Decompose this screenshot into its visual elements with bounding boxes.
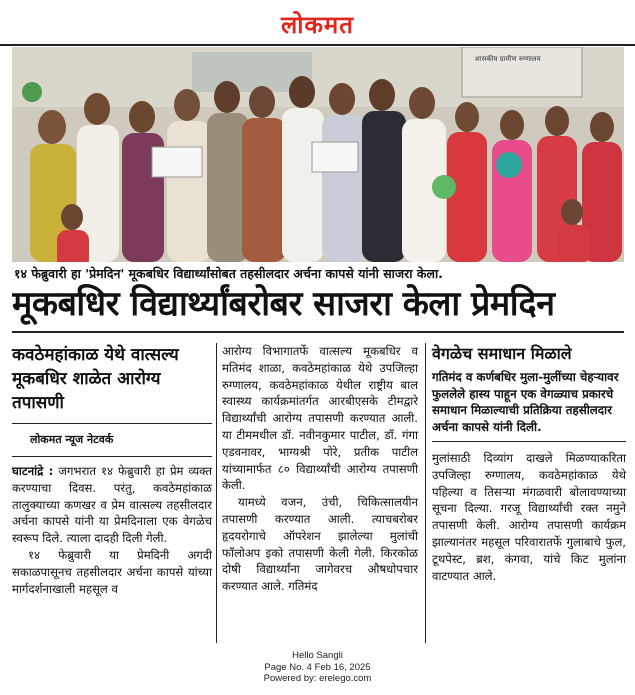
page-footer [0, 650, 635, 685]
photo-caption: १४ फेब्रुवारी हा 'प्रेमदिन' मूकबधिर विद्यार्थ्यांसोबत तहसीलदार अर्चना कापसे यांनी साजरा केला. [14, 266, 443, 281]
byline: लोकमत न्यूज नेटवर्क [30, 433, 114, 446]
column3-intro: गतिमंद व कर्णबधिर मुला-मुलींच्या चेहऱ्यावर फुललेले हास्य पाहून एक वेगळ्याच प्रकारचे समाधान मिळाल्याची प्रतिक्रिया तहसीलदार अर्चना कापसे यांनी दिली. [432, 370, 619, 434]
column1-subhead: कवठेमहांकाळ येथे वात्सल्य मूकबधिर शाळेत आरोग्य तपासणी [12, 345, 179, 413]
newspaper-logo: लोकमत [281, 10, 354, 39]
paragraph: आरोग्य विभागातर्फे वात्सल्य मूकबधिर व मतिमंद शाळा, कवठेमहांकाळ येथे उपजिल्हा रुग्णालय, कवठेमहांकाळ येथील राष्ट्रीय बाल स्वास्थ्य कार्यक्रमांतर्गत आरबीएसके टीमद्वारे विद्यार्थ्यांची आरोग्य तपासणी करण्यात आली. या टीममधील डॉ. नवीनकुमार पाटील, डॉ. गंगा एडवनावर, भाग्यश्री पोरे, प्रतीक पाटील यांच्यामार्फत ८० विद्यार्थ्यांची आरोग्य तपासणी केली. [222, 344, 418, 493]
paragraph: मुलांसाठी दिव्यांग दाखले मिळण्याकरिता उपजिल्हा रुग्णालय, कवठेमहांकाळ येथे पहिल्या व तिसऱ्या मंगळवारी बोलावण्याच्या सूचना दिल्या. गरजू विद्यार्थ्यांची रक्त नमुने तपासणी केली. आरोग्य तपासणी कार्यक्रम झाल्यानंतर महसूल परिवारातर्फे गुलाबाचे फुल, टूथपेस्ट, ब्रश, कंगवा, यांचे किट मुलांना वाटण्यात आले. [432, 451, 626, 583]
headline: मूकबधिर विद्यार्थ्यांबरोबर साजरा केला प्रेमदिन [12, 284, 555, 324]
powered-by: Powered by: erelego.com [263, 673, 372, 684]
column-divider [216, 343, 217, 643]
banner-text: शासकीय ग्रामीण रुग्णालय [475, 55, 541, 63]
column-divider [425, 343, 426, 643]
news-photo [12, 47, 624, 262]
article-column-3 [432, 343, 626, 584]
article-column-1 [12, 343, 212, 597]
intro-divider [432, 441, 626, 442]
column2-body [222, 343, 418, 595]
paragraph: यामध्ये वजन, उंची, चिकित्सालयीन तपासणी करण्यात आली. त्याचबरोबर हृदयरोगाचे ऑपरेशन झालेल्या मुलांची फॉलोअप इको तपासणी केली गेली. किरकोळ दोषी विद्यार्थ्यांना जागेवरच औषधोपचार करण्यात आले. गतिमंद [222, 495, 418, 594]
paragraph-text: जगभरात १४ फेब्रुवारी हा प्रेम व्यक्त करण्याचा दिवस. परंतु, कवठेमहांकाळ तालुक्याच्या कणखर व प्रेम वात्सल्य तहसीलदार अर्चना कापसे यांनी या प्रेमदिनाला एक वेगळेच स्वरूप दिले. त्याला दादही दिली गेली. [12, 464, 212, 546]
dateline: घाटनांद्रे : [12, 464, 54, 478]
column3-subhead: वेगळेच समाधान मिळाले [432, 344, 572, 363]
masthead [0, 0, 635, 44]
subhead-divider [12, 423, 212, 424]
edition-name: Hello Sangli [292, 650, 343, 661]
byline-divider [12, 456, 212, 457]
paragraph: १४ फेब्रुवारी या प्रेमदिनी अगदी सकाळपासूनच तहसीलदार अर्चना कापसे यांच्या मार्गदर्शनाखाली महसूल व [12, 547, 212, 596]
column3-body [432, 450, 626, 584]
masthead-divider [0, 44, 635, 46]
column1-body [12, 463, 212, 597]
headline-divider [12, 331, 624, 333]
page-info: Page No. 4 Feb 16, 2025 [264, 661, 371, 673]
paragraph [12, 463, 212, 547]
article-column-2 [222, 343, 418, 595]
